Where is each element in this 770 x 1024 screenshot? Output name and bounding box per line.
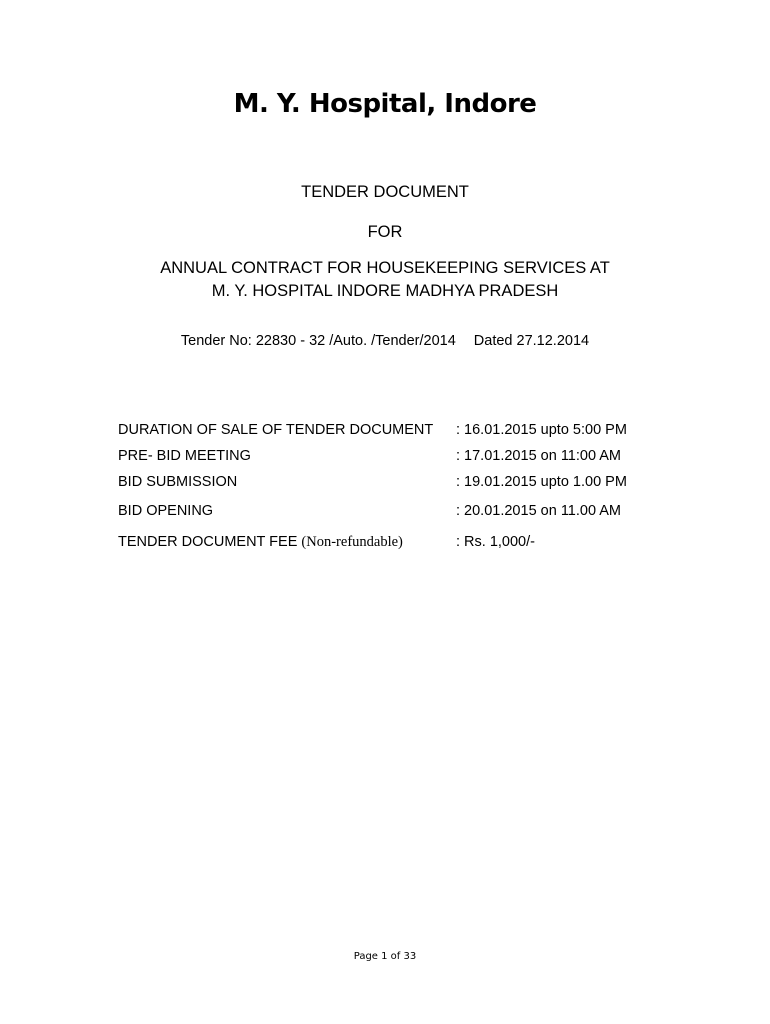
- subject-line-2: M. Y. HOSPITAL INDORE MADHYA PRADESH: [211, 282, 559, 300]
- tender-reference: [0, 332, 770, 350]
- schedule-note: (Non-refundable): [301, 534, 403, 550]
- schedule-label: BID OPENING: [118, 503, 214, 519]
- document-type: TENDER DOCUMENT: [301, 183, 469, 201]
- for-label: FOR: [367, 223, 403, 241]
- schedule-label: TENDER DOCUMENT FEE (Non-refundable): [118, 534, 403, 550]
- schedule-row: [118, 446, 678, 466]
- page-number: Page 1 of 33: [353, 951, 417, 962]
- schedule-value: : Rs. 1,000/-: [456, 534, 535, 550]
- schedule-label: DURATION OF SALE OF TENDER DOCUMENT: [118, 422, 434, 438]
- document-title: M. Y. Hospital, Indore: [233, 89, 537, 119]
- schedule-row: [118, 532, 678, 552]
- schedule-row: [118, 420, 678, 440]
- schedule-label: BID SUBMISSION: [118, 474, 238, 490]
- schedule-label: PRE- BID MEETING: [118, 448, 251, 464]
- schedule-value: : 16.01.2015 upto 5:00 PM: [456, 422, 627, 438]
- schedule-value: : 19.01.2015 upto 1.00 PM: [456, 474, 627, 490]
- schedule-row: [118, 501, 678, 521]
- tender-number: Tender No: 22830 - 32 /Auto. /Tender/2014: [180, 333, 456, 349]
- schedule-row: [118, 472, 678, 492]
- schedule-value: : 20.01.2015 on 11.00 AM: [456, 503, 622, 519]
- tender-date: Dated 27.12.2014: [473, 333, 590, 349]
- subject-line-1: ANNUAL CONTRACT FOR HOUSEKEEPING SERVICES AT: [160, 259, 610, 277]
- schedule-value: : 17.01.2015 on 11:00 AM: [456, 448, 622, 464]
